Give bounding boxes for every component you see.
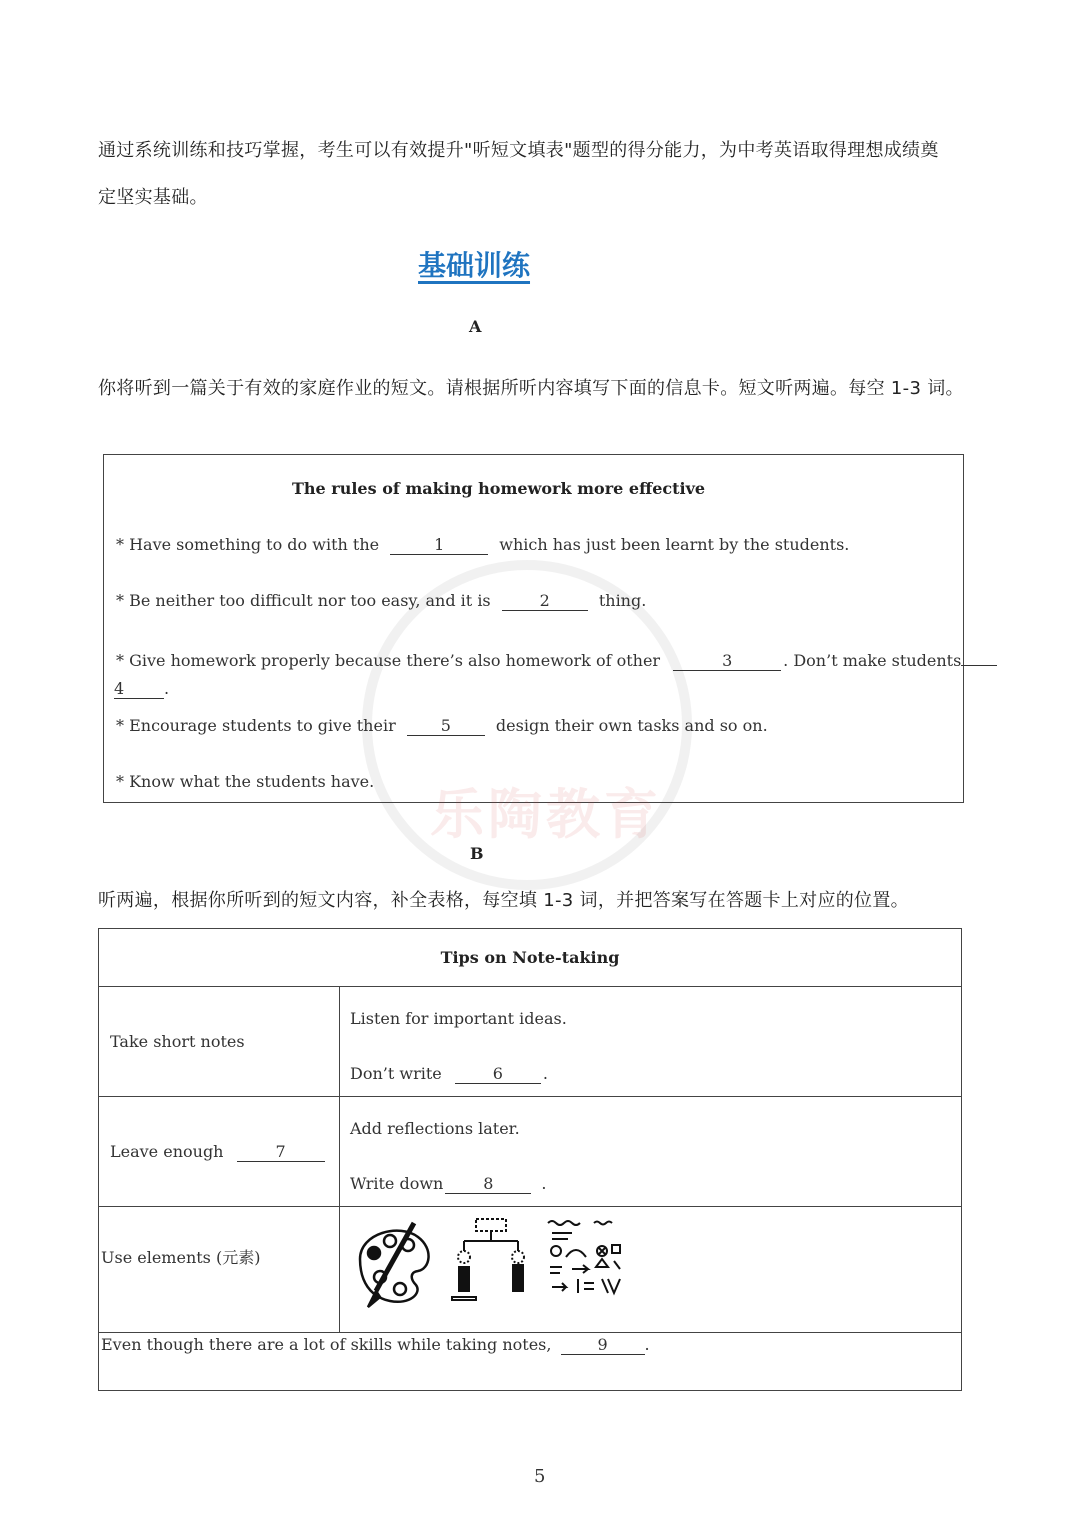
row1-right-a: Listen for important ideas. bbox=[350, 1009, 567, 1028]
rule-4 bbox=[116, 716, 768, 736]
part-b-label: B bbox=[470, 844, 484, 863]
rule-1-text: * Have something to do with the bbox=[116, 535, 380, 554]
answer-blank-9[interactable]: 9 bbox=[561, 1336, 645, 1355]
rule-3-text: * Give homework properly because there’s also homework of other bbox=[116, 651, 661, 670]
answer-blank-8[interactable]: 8 bbox=[445, 1175, 531, 1194]
symbols-icon bbox=[548, 1221, 620, 1293]
part-a-instruction: 你将听到一篇关于有效的家庭作业的短文。请根据所听内容填写下面的信息卡。短文听两遍。每空 1-3 词。 bbox=[98, 378, 964, 399]
part-a-label: A bbox=[469, 317, 482, 336]
answer-blank-5[interactable]: 5 bbox=[407, 717, 485, 736]
palette-icon bbox=[360, 1223, 429, 1307]
row3-left-cell bbox=[99, 1207, 340, 1333]
intro-line-2: 定坚实基础。 bbox=[98, 187, 208, 208]
answer-blank-7[interactable]: 7 bbox=[237, 1143, 325, 1162]
answer-blank-3[interactable]: 3 bbox=[673, 652, 781, 671]
row1-right-cell bbox=[340, 987, 962, 1097]
tips-table-title: Tips on Note-taking bbox=[440, 948, 620, 967]
rule-1 bbox=[116, 535, 849, 555]
row2-left-cell bbox=[99, 1097, 340, 1207]
info-card bbox=[103, 454, 964, 803]
row4-text-end: . bbox=[644, 1335, 650, 1354]
row2-left-text: Leave enough bbox=[110, 1141, 224, 1161]
rule-1-text-end: which has just been learnt by the students. bbox=[499, 535, 850, 554]
rule-3-text-mid: . Don’t make students bbox=[783, 651, 962, 670]
row2-right-a: Add reflections later. bbox=[350, 1119, 520, 1138]
part-b-instruction: 听两遍，根据你所听到的短文内容，补全表格，每空填 1-3 词，并把答案写在答题卡上对应的位置。 bbox=[98, 890, 909, 911]
note-elements-illustration bbox=[352, 1217, 652, 1317]
page-number: 5 bbox=[534, 1466, 546, 1487]
rule-5: * Know what the students have. bbox=[116, 772, 375, 791]
row2-right-b bbox=[350, 1174, 961, 1194]
row1-right-b-text: Don’t write bbox=[350, 1064, 442, 1083]
section-title: 基础训练 bbox=[418, 249, 531, 282]
rule-3-text-end: . bbox=[164, 679, 170, 698]
row4-sentence bbox=[101, 1335, 961, 1355]
rule-4-text: * Encourage students to give their bbox=[116, 716, 396, 735]
tree-diagram-icon bbox=[452, 1219, 524, 1300]
row3-right-cell bbox=[340, 1207, 962, 1333]
row2-right-cell bbox=[340, 1097, 962, 1207]
row3-left: Use elements (元素) bbox=[101, 1248, 261, 1267]
row1-right-b-end: . bbox=[542, 1064, 548, 1083]
row2-right-b-text: Write down bbox=[350, 1174, 444, 1193]
rule-3-continued bbox=[114, 679, 169, 699]
answer-blank-4[interactable]: 4 bbox=[114, 680, 164, 699]
card-title: The rules of making homework more effective bbox=[292, 479, 706, 498]
answer-blank-4-start[interactable] bbox=[961, 647, 997, 666]
row2-right-b-end: . bbox=[541, 1174, 547, 1193]
intro-line-1: 通过系统训练和技巧掌握，考生可以有效提升"听短文填表"题型的得分能力，为中考英语取得理想成绩奠 bbox=[98, 140, 939, 161]
row4-text: Even though there are a lot of skills while taking notes, bbox=[101, 1335, 552, 1354]
row1-right-b bbox=[350, 1064, 961, 1084]
row1-left-cell bbox=[99, 987, 340, 1097]
rule-2-text: * Be neither too difficult nor too easy, and it is bbox=[116, 591, 491, 610]
rule-2-text-end: thing. bbox=[598, 591, 647, 610]
rule-2 bbox=[116, 591, 646, 611]
answer-blank-2[interactable]: 2 bbox=[502, 592, 588, 611]
rule-4-text-end: design their own tasks and so on. bbox=[495, 716, 768, 735]
watermark-text: 乐陶教育 bbox=[430, 783, 662, 846]
tips-table bbox=[98, 928, 962, 1391]
tips-table-title-cell bbox=[99, 929, 962, 987]
rule-3 bbox=[116, 647, 997, 671]
row4-cell bbox=[99, 1333, 962, 1391]
row1-left: Take short notes bbox=[110, 1032, 245, 1051]
answer-blank-6[interactable]: 6 bbox=[455, 1065, 541, 1084]
answer-blank-1[interactable]: 1 bbox=[390, 536, 488, 555]
